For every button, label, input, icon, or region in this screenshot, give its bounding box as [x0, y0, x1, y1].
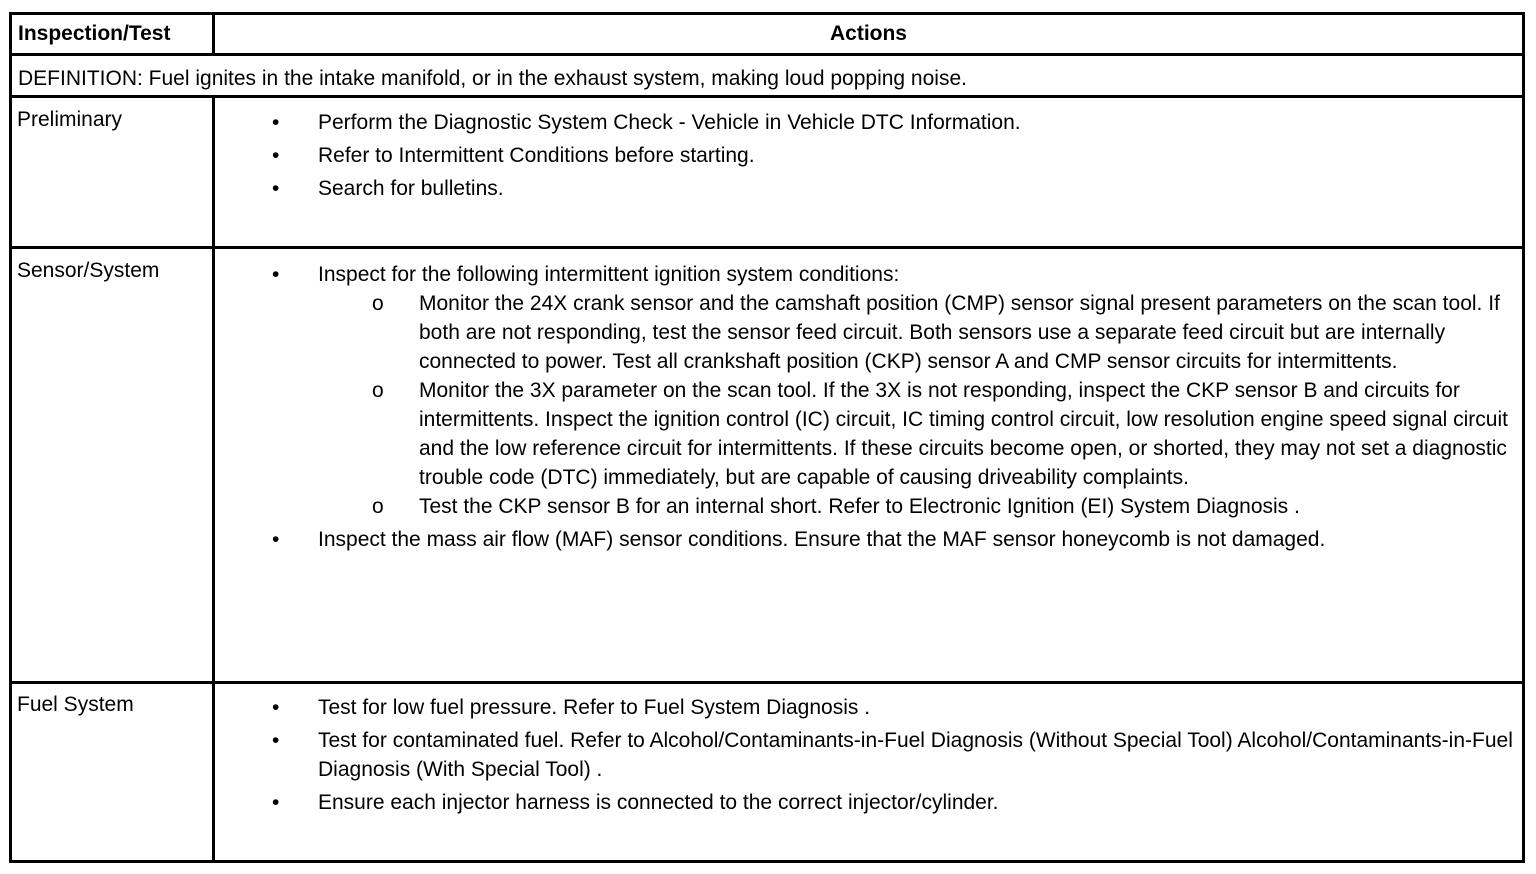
bullet-icon: • — [272, 729, 280, 752]
header-actions: Actions — [829, 22, 907, 45]
diagnosis-table — [9, 12, 1525, 863]
bullet-icon: • — [272, 144, 280, 167]
circle-bullet-icon: o — [372, 379, 384, 402]
header-rule — [12, 53, 1522, 56]
row-label-preliminary: Preliminary — [17, 108, 123, 131]
list-item: • Refer to Intermittent Conditions before starting. — [215, 141, 1522, 170]
list-item: • Test for contaminated fuel. Refer to Alcohol/Contaminants-in-Fuel Diagnosis (Without Special Tool) Alcohol/Contaminants-in-Fuel Diagnosis (With Special Tool) . — [215, 726, 1522, 784]
definition-rule — [12, 95, 1522, 98]
list-item: • Test for low fuel pressure. Refer to Fuel System Diagnosis . — [215, 693, 1522, 722]
row-rule — [12, 246, 1522, 249]
row-actions-sensor-system — [215, 260, 1522, 558]
bullet-icon: • — [272, 696, 280, 719]
list-item: • Search for bulletins. — [215, 174, 1522, 203]
circle-bullet-icon: o — [372, 495, 384, 518]
header-inspection-test: Inspection/Test — [18, 22, 171, 45]
sub-list-item: o Monitor the 3X parameter on the scan tool. If the 3X is not responding, inspect the CKP sensor B and circuits for intermittents. Inspect the ignition control (IC) circuit, IC timing control circuit, low resolution engine speed signal circuit and the low reference circuit for intermittents. If these circuits become open, or shorted, they may not set a diagnostic trouble code (DTC) immediately, but are capable of causing driveability complaints. — [215, 376, 1522, 492]
header-divider — [212, 15, 215, 53]
circle-bullet-icon: o — [372, 292, 384, 315]
row-actions-fuel-system — [215, 693, 1522, 821]
sub-list-item: o Test the CKP sensor B for an internal short. Refer to Electronic Ignition (EI) System Diagnosis . — [215, 492, 1522, 521]
list-item: • Ensure each injector harness is connected to the correct injector/cylinder. — [215, 788, 1522, 817]
bullet-icon: • — [272, 177, 280, 200]
row-label-fuel-system: Fuel System — [17, 693, 134, 716]
bullet-icon: • — [272, 111, 280, 134]
row-rule — [12, 681, 1522, 684]
row-actions-preliminary — [215, 108, 1522, 207]
definition-text: DEFINITION: Fuel ignites in the intake manifold, or in the exhaust system, making loud popping noise. — [18, 67, 967, 90]
list-item: • Perform the Diagnostic System Check - Vehicle in Vehicle DTC Information. — [215, 108, 1522, 137]
row-label-sensor-system: Sensor/System — [17, 259, 160, 282]
bullet-icon: • — [272, 791, 280, 814]
list-item: • Inspect for the following intermittent ignition system conditions: o Monitor the 24X crank sensor and the camshaft position (CMP) sensor signal present parameters on the scan tool. If both are not responding, test the sensor feed circuit. Both sensors use a separate feed circuit but are internally connected to power. Test all crankshaft position (CKP) sensor A and CMP sensor circuits for intermittents. o Monitor the 3X parameter on the scan tool. If the 3X is not responding, inspect the CKP sensor B and circuits for intermittents. Inspect the ignition control (IC) circuit, IC timing control circuit, low resolution engine speed signal circuit and the low reference circuit for intermittents. If these circuits become open, or shorted, they may not set a diagnostic trouble code (DTC) immediately, but are capable of causing driveability complaints. o Test the CKP sensor B for an internal short. Refer to Electronic Ignition (EI) System Diagnosis . — [215, 260, 1522, 521]
bullet-icon: • — [272, 528, 280, 551]
sub-list-item: o Monitor the 24X crank sensor and the camshaft position (CMP) sensor signal present parameters on the scan tool. If both are not responding, test the sensor feed circuit. Both sensors use a separate feed circuit but are internally connected to power. Test all crankshaft position (CKP) sensor A and CMP sensor circuits for intermittents. — [215, 289, 1522, 376]
bullet-icon: • — [272, 263, 280, 286]
list-item: • Inspect the mass air flow (MAF) sensor conditions. Ensure that the MAF sensor honeycomb is not damaged. — [215, 525, 1522, 554]
